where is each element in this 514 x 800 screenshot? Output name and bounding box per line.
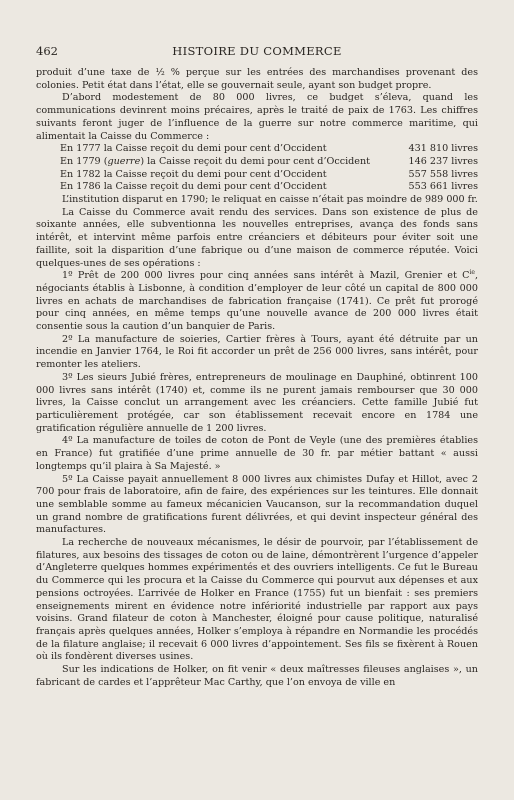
- paragraph-9: 5º La Caisse payait annuellement 8 000 livres aux chimistes Dufay et Hillot, avec 2 700 pour frais de laboratoire, afin de faire, des expériences sur les teintures. Elle donnait une semblable somme au fameux mécanicien Vaucanson, sur la recommandation duquel un grand nombre de gratifications furent délivrées, et qui devint inspecteur général des manufactures.: [36, 473, 478, 536]
- table-row: [36, 143, 478, 156]
- row-amount: 557 558 livres: [408, 168, 478, 180]
- row-label: En 1777 la Caisse reçoit du demi pour cent d’Occident: [60, 143, 327, 155]
- running-title: HISTOIRE DU COMMERCE: [172, 44, 342, 58]
- row-label: En 1779 (: [60, 155, 108, 167]
- page-number: 462: [36, 44, 58, 58]
- paragraph-8: 4º La manufacture de toiles de coton de Pont de Veyle (une des premières établies en France) fut gratifiée d’une prime annuelle de 30 fr. par métier battant « aussi longtemps qu’il plaira à Sa Majesté. »: [36, 435, 478, 472]
- paragraph-7: 3º Les sieurs Jubié frères, entrepreneurs de moulinage en Dauphiné, obtinrent 100 000 livres sans intérêt (1740) et, comme ils ne purent jamais rembourser que 30 000 livres, la Caisse conclut un arrangement avec les créanciers. Cette famille Jubié fut particulièrement protégée, car son établissement recevait encore en 1784 une gratification régulière annuelle de 1 200 livres.: [36, 371, 478, 434]
- page-body: [36, 67, 478, 689]
- paragraph-5: 1º Prêt de 200 000 livres pour cinq années sans intérêt à Mazil, Grenier et $C^{ie}$, négociants établis à Lisbonne, à condition d’employer de leur côté un capital de 800 000 livres en achats de marchandises de fabrication française (1741). Ce prêt fut prorogé pour cinq années, en même temps qu’une nouvelle avance de 200 000 livres était consentie sous la caution d’un banquier de Paris.: [36, 269, 478, 333]
- row-label: En 1786 la Caisse reçoit du demi pour cent d’Occident: [60, 181, 327, 193]
- table-row: [36, 156, 478, 169]
- paragraph-1: produit d’une taxe de ½ % perçue sur les entrées des marchandises provenant des colonies. Petit état dans l’état, elle se gouvernait seule, ayant son budget propre.: [36, 67, 478, 91]
- revenue-table: [36, 143, 478, 194]
- paragraph-4: La Caisse du Commerce avait rendu des services. Dans son existence de plus de soixante années, elle subventionna les nouvelles entreprises, avança des fonds sans intérêt, et intervint même parfois entre créanciers et débiteurs pour éviter soit une faillite, soit la disparition d’une fabrique ou d’une maison de commerce réputée. Voici quelques-unes de ses opérations :: [36, 206, 478, 269]
- row-amount: 146 237 livres: [408, 155, 478, 167]
- paragraph-2: D’abord modestement de 80 000 livres, ce budget s’éleva, quand les communications devinrent moins précaires, après le traité de paix de 1763. Les chiffres suivants feront juger de l’influence de la guerre sur notre commerce maritime, qui alimentait la Caisse du Commerce :: [36, 92, 478, 142]
- paragraph-3: L’institution disparut en 1790; le reliquat en caisse n’était pas moindre de 989 000 fr.: [62, 194, 478, 206]
- paragraph-6: 2º La manufacture de soieries, Cartier frères à Tours, ayant été détruite par un incendie en Janvier 1764, le Roi fit accorder un prêt de 256 000 livres, sans intérêt, pour remonter les ateliers.: [36, 333, 478, 371]
- row-label: En 1782 la Caisse reçoit du demi pour cent d’Occident: [60, 168, 327, 180]
- row-amount: 553 661 livres: [408, 181, 478, 193]
- table-row: [36, 181, 478, 194]
- running-header: [36, 44, 478, 60]
- row-label-italic: guerre: [107, 155, 141, 167]
- paragraph-11: Sur les indications de Holker, on fit venir « deux maîtresses fileuses anglaises », un fabricant de cardes et l’apprêteur Mac Carthy, que l’on envoya de ville en: [36, 664, 478, 688]
- row-label-rest: ) la Caisse reçoit du demi pour cent d’Occident: [140, 155, 371, 167]
- paragraph-10: La recherche de nouveaux mécanismes, le désir de pourvoir, par l’établissement de filatures, aux besoins des tissages de coton ou de laine, démontrèrent l’urgence d’appeler d’Angleterre quelques hommes expérimentés et des ouvriers intelligents. Ce fut le Bureau du Commerce qui les procura et la Caisse du Commerce qui pourvut aux dépenses et aux pensions octroyées. L’arrivée de Holker en France (1755) fut un bienfait : ses premiers enseignements mirent en évidence notre infériorité industrielle par rapport aux pays voisins. Grand filateur de coton à Manchester, éloigné pour cause politique, naturalisé français après quelques années, Holker s’employa à répandre en Normandie les procédés de la filature anglaise; il recevait 6 000 livres d’appointement. Ses fils se fixèrent à Rouen où ils fondèrent diverses usines.: [36, 537, 478, 663]
- row-amount: 431 810 livres: [408, 143, 478, 155]
- table-row: [36, 169, 478, 182]
